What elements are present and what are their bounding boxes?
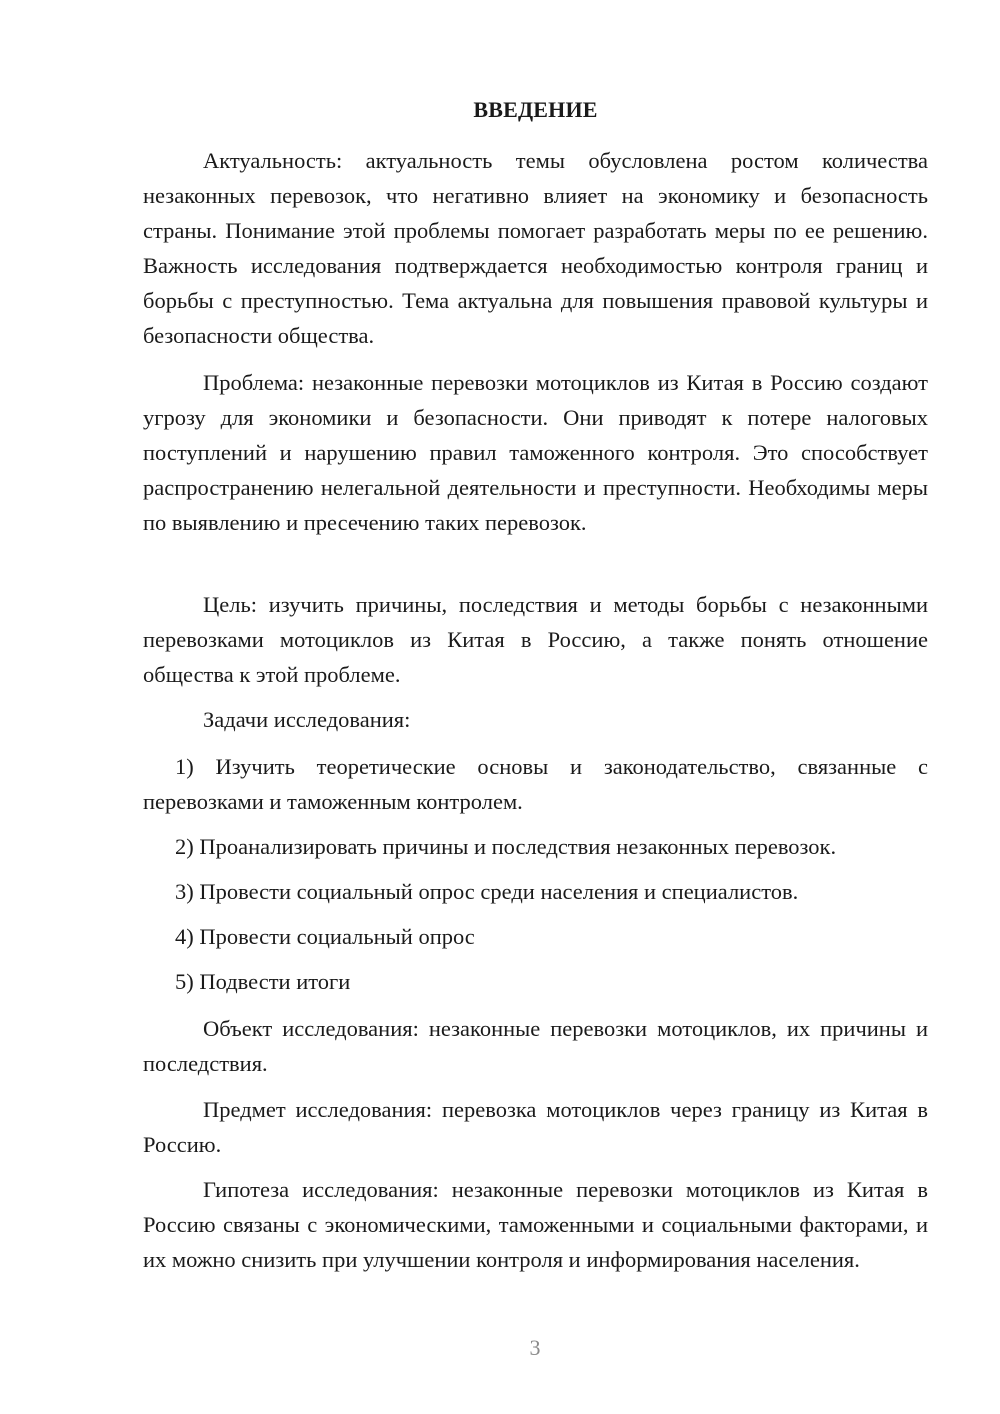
task-item-4: 4) Провести социальный опрос [175, 924, 475, 949]
task-item-5: 5) Подвести итоги [175, 969, 351, 994]
tasks-title: Задачи исследования: [203, 707, 411, 732]
page-number: 3 [529, 1335, 541, 1360]
page-title: ВВЕДЕНИЕ [473, 97, 598, 122]
task-item-3: 3) Провести социальный опрос среди населения и специалистов. [175, 879, 799, 904]
subject-paragraph: Предмет исследования: перевозка мотоциклов через границу из Китая в Россию. [143, 1097, 928, 1157]
task-item-2: 2) Проанализировать причины и последствия незаконных перевозок. [175, 834, 837, 859]
problem-paragraph: Проблема: незаконные перевозки мотоциклов из Китая в Россию создают угрозу для экономики и безопасности. Они приводят к потере налоговых поступлений и нарушению правил таможенного контроля. Это способствует распространению нелегальной деятельности и преступности. Необходимы меры по выявлению и пресечению таких перевозок. [143, 370, 928, 535]
goal-paragraph: Цель: изучить причины, последствия и методы борьбы с незаконными перевозками мотоциклов из Китая в Россию, а также понять отношение общества к этой проблеме. [143, 592, 928, 687]
hypothesis-paragraph: Гипотеза исследования: незаконные перевозки мотоциклов из Китая в Россию связаны с экономическими, таможенными и социальными факторами, и их можно снизить при улучшении контроля и информирования населения. [143, 1177, 928, 1272]
task-item-1: 1) Изучить теоретические основы и законодательство, связанные с перевозками и таможенным контролем. [143, 754, 928, 814]
object-paragraph: Объект исследования: незаконные перевозки мотоциклов, их причины и последствия. [143, 1016, 928, 1076]
relevance-paragraph: Актуальность: актуальность темы обусловлена ростом количества незаконных перевозок, что негативно влияет на экономику и безопасность страны. Понимание этой проблемы помогает разработать меры по ее решению. Важность исследования подтверждается необходимостью контроля границ и борьбы с преступностью. Тема актуальна для повышения правовой культуры и безопасности общества. [143, 148, 928, 348]
